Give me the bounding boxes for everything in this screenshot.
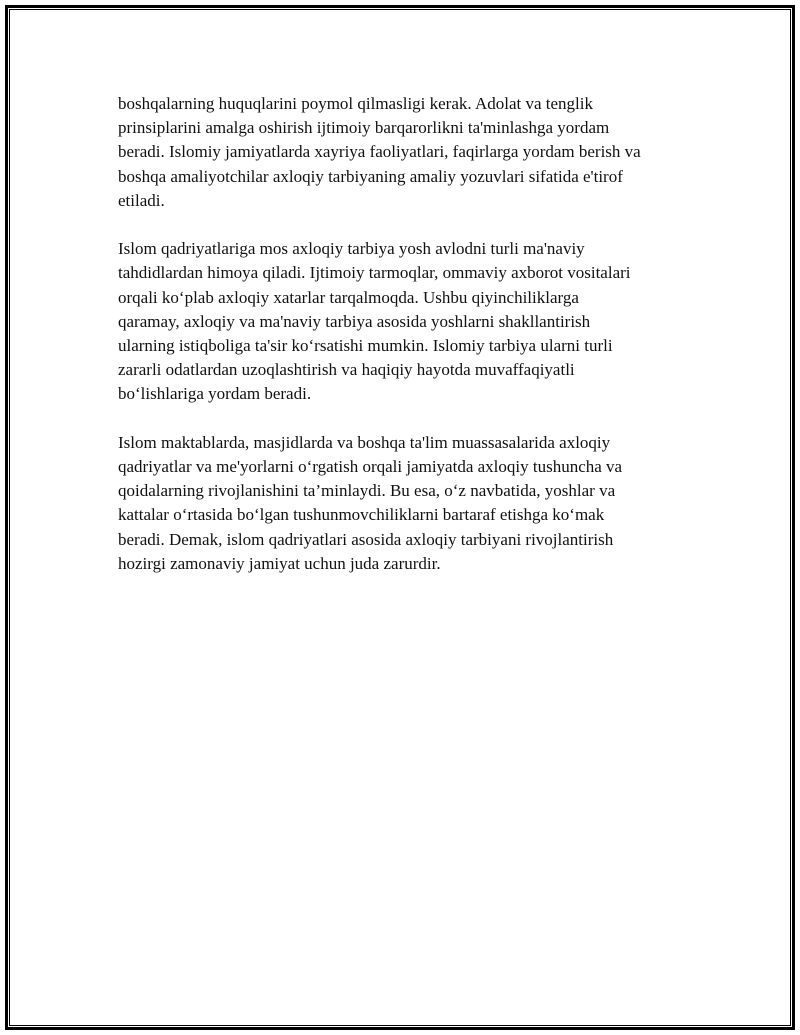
text-line: Islom maktablarda, masjidlarda va boshqa ta'lim muassasalarida axloqiy [118,432,611,452]
paragraph-3 [118,431,688,576]
text-line: prinsiplarini amalga oshirish ijtimoiy barqarorlikni ta'minlashga yordam [118,118,610,138]
text-line: qaramay, axloqiy va ma'naviy tarbiya asosida yoshlarni shakllantirish [118,311,591,331]
paragraph-2 [118,237,688,406]
text-line: beradi. Islomiy jamiyatlarda xayriya faoliyatlari, faqirlarga yordam berish va [118,142,641,162]
text-line: boshqalarning huquqlarini poymol qilmasligi kerak. Adolat va tenglik [118,94,593,113]
text-line: orqali ko‘plab axloqiy xatarlar tarqalmoqda. Ushbu qiyinchiliklarga [118,287,579,307]
text-line: kattalar o‘rtasida bo‘lgan tushunmovchiliklarni bartaraf etishga ko‘mak [118,505,605,525]
text-line: zararli odatlardan uzoqlashtirish va haqiqiy hayotda muvaffaqiyatli [118,360,575,380]
text-line: etiladi. [118,190,165,210]
text-line: boshqa amaliyotchilar axloqiy tarbiyaning amaliy yozuvlari sifatida e'tirof [118,166,623,186]
text-line: beradi. Demak, islom qadriyatlari asosida axloqiy tarbiyani rivojlantirish [118,529,614,549]
text-line: ularning istiqboliga ta'sir ko‘rsatishi mumkin. Islomiy tarbiya ularni turli [118,336,613,356]
paragraph-1 [118,92,688,213]
text-line: bo‘lishlariga yordam beradi. [118,384,312,404]
text-line: qadriyatlar va me'yorlarni o‘rgatish orqali jamiyatda axloqiy tushuncha va [118,457,623,477]
text-line: tahdidlardan himoya qiladi. Ijtimoiy tarmoqlar, ommaviy axborot vositalari [118,263,631,283]
document-body [118,92,688,600]
text-line: Islom qadriyatlariga mos axloqiy tarbiya yosh avlodni turli ma'naviy [118,239,585,259]
text-line: hozirgi zamonaviy jamiyat uchun juda zarurdir. [118,553,441,573]
text-line: qoidalarning rivojlanishini ta’minlaydi. Bu esa, o‘z navbatida, yoshlar va [118,481,616,501]
